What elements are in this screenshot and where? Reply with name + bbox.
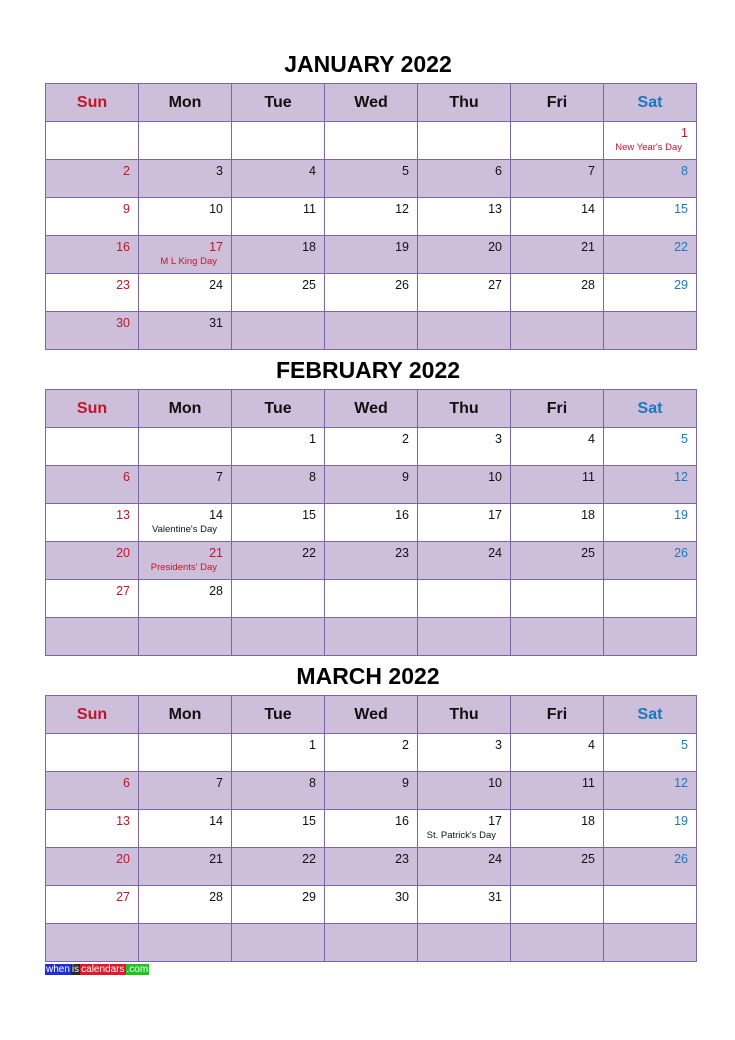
month-grid [45, 389, 697, 656]
day-cell [511, 504, 604, 542]
day-cell [418, 122, 511, 160]
day-cell [46, 198, 139, 236]
day-number: 24 [488, 852, 502, 866]
week-row [46, 122, 697, 160]
day-cell [139, 428, 232, 466]
watermark-part-com: .com [126, 964, 149, 975]
day-cell [511, 274, 604, 312]
day-number: 21 [209, 852, 223, 866]
week-row [46, 580, 697, 618]
weekday-header: Sat [604, 84, 697, 122]
day-cell [139, 504, 232, 542]
day-cell [46, 772, 139, 810]
day-cell [46, 734, 139, 772]
holiday-label: St. Patrick's Day [426, 830, 496, 841]
holiday-label: New Year's Day [615, 142, 682, 153]
day-cell [418, 274, 511, 312]
day-number: 5 [681, 432, 688, 446]
day-number: 26 [674, 852, 688, 866]
day-number: 30 [395, 890, 409, 904]
day-cell [604, 542, 697, 580]
day-cell [232, 580, 325, 618]
day-cell [604, 466, 697, 504]
day-cell [232, 466, 325, 504]
weekday-header: Sat [604, 696, 697, 734]
weekday-header-row [46, 696, 697, 734]
month-grid [45, 83, 697, 350]
week-row [46, 734, 697, 772]
day-number: 16 [395, 508, 409, 522]
day-number: 6 [123, 470, 130, 484]
day-cell [139, 886, 232, 924]
day-number: 11 [582, 470, 595, 484]
day-cell [46, 886, 139, 924]
day-cell [232, 236, 325, 274]
weekday-header: Mon [139, 84, 232, 122]
day-cell [46, 810, 139, 848]
day-cell [511, 542, 604, 580]
day-number: 25 [581, 852, 595, 866]
day-cell [511, 198, 604, 236]
day-number: 25 [581, 546, 595, 560]
week-row [46, 542, 697, 580]
day-number: 21 [209, 546, 223, 560]
day-number: 2 [402, 432, 409, 446]
day-cell [418, 886, 511, 924]
day-cell [511, 312, 604, 350]
day-cell [46, 160, 139, 198]
day-number: 3 [495, 432, 502, 446]
day-number: 23 [395, 852, 409, 866]
day-cell [232, 504, 325, 542]
week-row [46, 428, 697, 466]
day-number: 10 [488, 470, 502, 484]
day-number: 17 [209, 240, 223, 254]
day-cell [46, 274, 139, 312]
week-row [46, 274, 697, 312]
day-number: 14 [581, 202, 595, 216]
day-cell [139, 772, 232, 810]
week-row [46, 886, 697, 924]
day-cell [511, 772, 604, 810]
day-number: 26 [674, 546, 688, 560]
month-grid [45, 695, 697, 962]
day-cell [325, 198, 418, 236]
day-cell [325, 504, 418, 542]
day-cell [604, 274, 697, 312]
day-cell [46, 580, 139, 618]
weekday-header: Wed [325, 696, 418, 734]
weekday-header: Thu [418, 84, 511, 122]
day-cell [46, 542, 139, 580]
day-number: 12 [674, 776, 688, 790]
day-cell [46, 312, 139, 350]
holiday-label: Presidents' Day [150, 562, 217, 573]
day-number: 23 [116, 278, 130, 292]
day-cell [139, 848, 232, 886]
day-cell [139, 466, 232, 504]
day-cell [604, 618, 697, 656]
day-number: 20 [116, 546, 130, 560]
day-cell [46, 122, 139, 160]
day-cell [232, 618, 325, 656]
day-cell [232, 848, 325, 886]
day-cell [46, 428, 139, 466]
day-cell [232, 198, 325, 236]
day-number: 7 [216, 470, 223, 484]
weekday-header: Sun [46, 84, 139, 122]
day-number: 13 [488, 202, 502, 216]
day-number: 14 [209, 814, 223, 828]
day-cell [604, 848, 697, 886]
weekday-header: Thu [418, 696, 511, 734]
day-number: 10 [209, 202, 223, 216]
month-title: MARCH 2022 [296, 663, 440, 689]
day-cell [325, 274, 418, 312]
day-cell [46, 924, 139, 962]
day-cell [325, 542, 418, 580]
day-number: 8 [309, 470, 316, 484]
day-number: 31 [488, 890, 502, 904]
day-number: 17 [488, 814, 502, 828]
weekday-header: Thu [418, 390, 511, 428]
day-number: 22 [302, 852, 316, 866]
week-row [46, 848, 697, 886]
day-cell [232, 772, 325, 810]
day-cell [418, 236, 511, 274]
week-row [46, 198, 697, 236]
day-number: 9 [123, 202, 130, 216]
day-cell [139, 312, 232, 350]
day-cell [604, 772, 697, 810]
day-number: 16 [395, 814, 409, 828]
day-number: 3 [216, 164, 223, 178]
weekday-header: Tue [232, 84, 325, 122]
day-cell [325, 160, 418, 198]
weekday-header-row [46, 84, 697, 122]
day-cell [325, 772, 418, 810]
day-number: 13 [116, 508, 130, 522]
day-number: 12 [674, 470, 688, 484]
day-cell [139, 734, 232, 772]
day-number: 8 [309, 776, 316, 790]
day-number: 7 [216, 776, 223, 790]
day-number: 28 [209, 890, 223, 904]
weekday-header: Tue [232, 390, 325, 428]
day-number: 5 [681, 738, 688, 752]
day-number: 19 [674, 508, 688, 522]
day-cell [232, 734, 325, 772]
week-row [46, 618, 697, 656]
week-row [46, 312, 697, 350]
day-number: 16 [116, 240, 130, 254]
day-number: 28 [581, 278, 595, 292]
day-number: 4 [588, 432, 595, 446]
day-cell [139, 924, 232, 962]
day-cell [232, 312, 325, 350]
day-cell [325, 580, 418, 618]
day-number: 22 [302, 546, 316, 560]
day-cell [325, 924, 418, 962]
day-cell [418, 810, 511, 848]
day-number: 20 [488, 240, 502, 254]
day-cell [232, 886, 325, 924]
day-cell [604, 122, 697, 160]
day-cell [418, 198, 511, 236]
day-cell [418, 734, 511, 772]
day-number: 22 [674, 240, 688, 254]
day-cell [232, 122, 325, 160]
watermark-part-when: when [46, 964, 70, 975]
day-cell [604, 504, 697, 542]
day-cell [511, 236, 604, 274]
day-cell [232, 542, 325, 580]
weekday-header: Sun [46, 390, 139, 428]
day-number: 19 [395, 240, 409, 254]
day-cell [604, 198, 697, 236]
day-number: 4 [588, 738, 595, 752]
watermark-part-is: is [71, 964, 80, 975]
day-number: 6 [495, 164, 502, 178]
day-cell [604, 734, 697, 772]
day-number: 31 [209, 316, 223, 330]
day-number: 29 [302, 890, 316, 904]
weekday-header: Fri [511, 696, 604, 734]
day-number: 1 [309, 738, 316, 752]
day-cell [604, 160, 697, 198]
week-row [46, 236, 697, 274]
day-number: 12 [395, 202, 409, 216]
day-number: 19 [674, 814, 688, 828]
day-cell [232, 274, 325, 312]
day-cell [232, 428, 325, 466]
weekday-header: Mon [139, 696, 232, 734]
day-number: 5 [402, 164, 409, 178]
day-number: 27 [488, 278, 502, 292]
weekday-header: Wed [325, 390, 418, 428]
week-row [46, 504, 697, 542]
day-cell [325, 886, 418, 924]
day-number: 8 [681, 164, 688, 178]
day-cell [139, 198, 232, 236]
day-cell [511, 924, 604, 962]
day-number: 25 [302, 278, 316, 292]
weekday-header: Fri [511, 390, 604, 428]
day-number: 7 [588, 164, 595, 178]
day-cell [511, 580, 604, 618]
day-cell [46, 504, 139, 542]
day-number: 6 [123, 776, 130, 790]
weekday-header: Mon [139, 390, 232, 428]
day-cell [325, 312, 418, 350]
day-number: 2 [123, 164, 130, 178]
day-number: 15 [302, 508, 316, 522]
day-cell [511, 122, 604, 160]
day-cell [418, 542, 511, 580]
week-row [46, 772, 697, 810]
day-cell [418, 160, 511, 198]
weekday-header: Sat [604, 390, 697, 428]
day-cell [325, 428, 418, 466]
day-cell [232, 924, 325, 962]
day-cell [604, 312, 697, 350]
day-cell [325, 466, 418, 504]
day-number: 20 [116, 852, 130, 866]
day-cell [46, 618, 139, 656]
holiday-label: Valentine's Day [151, 524, 217, 535]
day-cell [325, 848, 418, 886]
day-cell [511, 618, 604, 656]
day-number: 27 [116, 584, 130, 598]
day-cell [325, 734, 418, 772]
week-row [46, 466, 697, 504]
day-number: 18 [581, 508, 595, 522]
day-cell [418, 924, 511, 962]
day-number: 18 [581, 814, 595, 828]
day-cell [46, 848, 139, 886]
day-cell [604, 580, 697, 618]
day-number: 1 [309, 432, 316, 446]
month-title: FEBRUARY 2022 [275, 357, 461, 383]
weekday-header: Fri [511, 84, 604, 122]
day-cell [418, 428, 511, 466]
day-cell [604, 236, 697, 274]
weekday-header: Wed [325, 84, 418, 122]
day-number: 29 [674, 278, 688, 292]
day-cell [604, 428, 697, 466]
day-number: 11 [582, 776, 595, 790]
day-number: 26 [395, 278, 409, 292]
day-cell [46, 236, 139, 274]
day-cell [604, 810, 697, 848]
day-cell [46, 466, 139, 504]
day-cell [511, 810, 604, 848]
day-cell [418, 772, 511, 810]
day-cell [418, 848, 511, 886]
day-number: 18 [302, 240, 316, 254]
day-cell [232, 160, 325, 198]
day-number: 2 [402, 738, 409, 752]
day-number: 9 [402, 470, 409, 484]
day-number: 24 [488, 546, 502, 560]
day-number: 15 [302, 814, 316, 828]
holiday-label: M L King Day [160, 256, 217, 267]
day-number: 28 [209, 584, 223, 598]
day-number: 23 [395, 546, 409, 560]
day-cell [418, 618, 511, 656]
day-cell [139, 274, 232, 312]
day-cell [511, 428, 604, 466]
day-cell [139, 618, 232, 656]
day-cell [325, 618, 418, 656]
day-cell [604, 924, 697, 962]
day-number: 24 [209, 278, 223, 292]
day-number: 11 [303, 202, 316, 216]
day-cell [139, 160, 232, 198]
day-cell [511, 160, 604, 198]
day-number: 9 [402, 776, 409, 790]
day-number: 14 [209, 508, 223, 522]
day-cell [325, 122, 418, 160]
day-number: 15 [674, 202, 688, 216]
day-number: 30 [116, 316, 130, 330]
watermark-logo [45, 964, 149, 975]
day-cell [232, 810, 325, 848]
watermark-part-calendars: calendars [81, 964, 125, 975]
day-cell [418, 580, 511, 618]
weekday-header-row [46, 390, 697, 428]
day-number: 27 [116, 890, 130, 904]
day-number: 1 [681, 126, 688, 140]
day-cell [139, 236, 232, 274]
day-number: 17 [488, 508, 502, 522]
day-cell [139, 542, 232, 580]
day-cell [511, 886, 604, 924]
day-cell [139, 122, 232, 160]
week-row [46, 160, 697, 198]
day-cell [418, 504, 511, 542]
weekday-header: Tue [232, 696, 325, 734]
weekday-header: Sun [46, 696, 139, 734]
day-cell [511, 734, 604, 772]
day-cell [325, 236, 418, 274]
day-number: 4 [309, 164, 316, 178]
day-number: 13 [116, 814, 130, 828]
day-cell [139, 810, 232, 848]
week-row [46, 810, 697, 848]
day-cell [511, 848, 604, 886]
day-cell [139, 580, 232, 618]
day-cell [604, 886, 697, 924]
day-number: 21 [581, 240, 595, 254]
month-title: JANUARY 2022 [284, 51, 452, 77]
week-row [46, 924, 697, 962]
day-cell [325, 810, 418, 848]
day-cell [418, 312, 511, 350]
day-cell [418, 466, 511, 504]
day-number: 3 [495, 738, 502, 752]
day-cell [511, 466, 604, 504]
day-number: 10 [488, 776, 502, 790]
